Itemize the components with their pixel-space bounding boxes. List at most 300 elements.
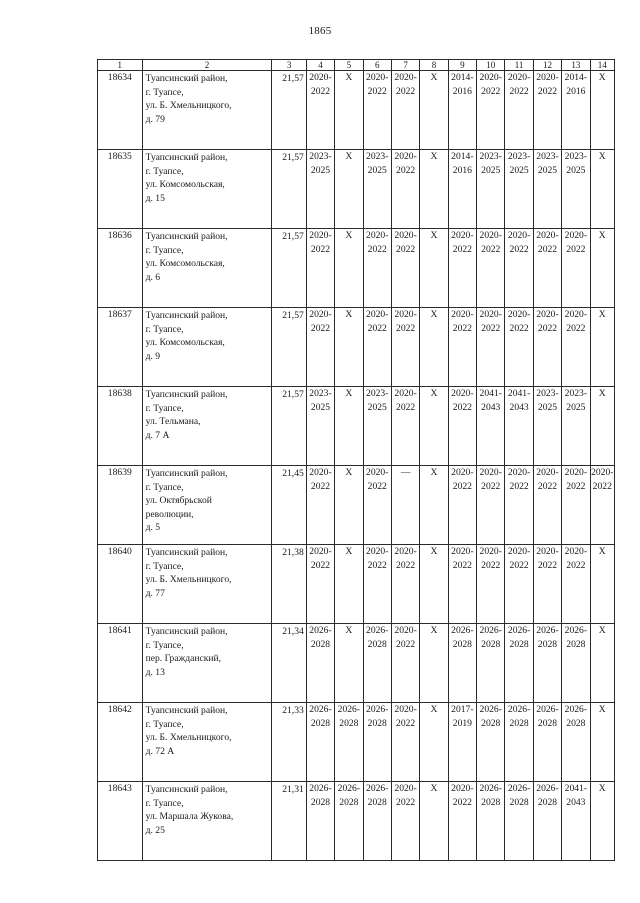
- period-line: 2025: [367, 401, 387, 413]
- period-line: 2020-: [451, 467, 474, 478]
- period-cell-c6: [363, 229, 391, 308]
- period-line: 2023-: [366, 151, 389, 162]
- period-line: 2020-: [564, 546, 588, 557]
- address-line: г. Туапсе,: [145, 797, 184, 809]
- period-line: Х: [430, 230, 438, 241]
- period-line: 2022: [481, 480, 501, 492]
- period-cell-c13: [562, 782, 590, 861]
- period-line: Х: [345, 546, 353, 557]
- period-line: 2023-: [564, 388, 588, 399]
- period-line: 2022: [367, 243, 387, 255]
- period-cell-c7: [391, 229, 419, 308]
- area-cell: 21,38: [272, 545, 306, 624]
- period-line: 2028: [310, 717, 331, 729]
- period-line: 2022: [509, 322, 529, 334]
- period-cell-c11: [505, 624, 533, 703]
- period-cell-c10: [477, 466, 505, 545]
- period-cell-c8: [420, 308, 448, 387]
- period-line: 2025: [481, 164, 501, 176]
- period-cell-c11: [505, 545, 533, 624]
- period-cell-c10: [477, 150, 505, 229]
- period-cell-c10: [477, 545, 505, 624]
- period-cell-c7: [391, 71, 419, 150]
- period-line: 2022: [566, 243, 586, 255]
- period-cell-c4: [306, 782, 334, 861]
- period-line: 2022: [481, 559, 501, 571]
- period-line: 2028: [310, 638, 331, 650]
- period-cell-c14: [590, 545, 614, 624]
- period-line: 2028: [367, 717, 387, 729]
- record-number: 18638: [98, 387, 143, 466]
- period-line: 2022: [367, 480, 387, 492]
- period-line: 2022: [592, 480, 612, 492]
- address-line: Туапсинский район,: [145, 705, 228, 716]
- period-line: 2041-: [479, 388, 502, 399]
- address-line: д. 72 А: [145, 745, 175, 757]
- period-line: 2022: [367, 322, 387, 334]
- period-line: 2028: [509, 717, 529, 729]
- period-line: 2014-: [451, 72, 474, 83]
- period-cell-c14: [590, 624, 614, 703]
- period-line: 2020-: [507, 230, 531, 241]
- period-cell-c9: [448, 466, 476, 545]
- period-line: 2022: [367, 85, 387, 97]
- period-cell-c11: [505, 150, 533, 229]
- period-line: 2022: [481, 322, 501, 334]
- address-line: ул. Октябрьской: [145, 495, 212, 506]
- area-cell: 21,57: [272, 387, 306, 466]
- period-line: Х: [598, 72, 606, 83]
- address-line: Туапсинский район,: [145, 547, 228, 558]
- period-line: 2022: [509, 480, 529, 492]
- period-line: 2043: [481, 401, 501, 413]
- period-line: 2020-: [309, 546, 332, 557]
- address-cell: [142, 782, 272, 861]
- area-cell: 21,34: [272, 624, 306, 703]
- period-cell-c12: [533, 71, 561, 150]
- period-line: Х: [598, 151, 606, 162]
- period-line: 2022: [396, 717, 416, 729]
- period-cell-c4: [306, 229, 334, 308]
- period-cell-c11: [505, 71, 533, 150]
- period-cell-c6: [363, 308, 391, 387]
- period-cell-c14: [590, 150, 614, 229]
- column-number: 11: [505, 60, 533, 71]
- period-line: 2020-: [366, 72, 389, 83]
- record-number: 18639: [98, 466, 143, 545]
- period-cell-c5: [335, 71, 363, 150]
- period-cell-c5: [335, 624, 363, 703]
- period-cell-c6: [363, 545, 391, 624]
- period-line: 2028: [452, 638, 472, 650]
- period-line: 2022: [396, 164, 416, 176]
- period-cell-c9: [448, 545, 476, 624]
- period-cell-c10: [477, 387, 505, 466]
- period-line: 2022: [509, 85, 529, 97]
- period-line: 2020-: [536, 546, 559, 557]
- period-line: 2026-: [451, 625, 474, 636]
- address-cell: [142, 703, 272, 782]
- period-line: 2022: [452, 796, 472, 808]
- period-line: 2020-: [507, 467, 531, 478]
- period-line: 2026-: [536, 783, 559, 794]
- period-line: 2028: [537, 796, 558, 808]
- address-line: Туапсинский район,: [145, 310, 228, 321]
- column-number: 7: [391, 60, 419, 71]
- period-cell-c8: [420, 71, 448, 150]
- address-line: д. 77: [145, 587, 165, 599]
- period-line: 2022: [537, 85, 558, 97]
- period-cell-c11: [505, 703, 533, 782]
- period-line: Х: [345, 467, 353, 478]
- period-cell-c13: [562, 150, 590, 229]
- period-line: 2026-: [366, 704, 389, 715]
- period-line: Х: [430, 546, 438, 557]
- period-cell-c12: [533, 308, 561, 387]
- column-number: 8: [420, 60, 448, 71]
- period-line: 2026-: [507, 704, 531, 715]
- period-line: 2028: [509, 796, 529, 808]
- period-cell-c4: [306, 703, 334, 782]
- period-line: Х: [430, 72, 438, 83]
- period-line: 2023-: [309, 388, 332, 399]
- period-line: 2041-: [564, 783, 588, 794]
- address-line: революции,: [145, 508, 194, 520]
- period-line: 2020-: [394, 546, 417, 557]
- period-cell-c14: [590, 387, 614, 466]
- period-line: 2025: [310, 164, 331, 176]
- period-cell-c4: [306, 624, 334, 703]
- period-line: Х: [430, 625, 438, 636]
- period-cell-c13: [562, 545, 590, 624]
- period-line: 2026-: [337, 783, 361, 794]
- period-line: 2022: [509, 559, 529, 571]
- table-row: [98, 71, 615, 150]
- period-line: 2025: [537, 401, 558, 413]
- period-cell-c7: [391, 150, 419, 229]
- period-line: Х: [345, 388, 353, 399]
- address-line: д. 7 А: [145, 429, 170, 441]
- period-cell-c12: [533, 150, 561, 229]
- period-cell-c10: [477, 782, 505, 861]
- period-line: 2020-: [479, 467, 502, 478]
- period-line: 2020-: [366, 546, 389, 557]
- period-cell-c11: [505, 782, 533, 861]
- column-number: 1: [98, 60, 143, 71]
- period-cell-c9: [448, 71, 476, 150]
- period-line: 2016: [566, 85, 586, 97]
- period-line: 2028: [481, 717, 501, 729]
- period-line: 2028: [339, 717, 359, 729]
- period-line: 2022: [310, 480, 331, 492]
- area-cell: 21,31: [272, 782, 306, 861]
- period-cell-c10: [477, 229, 505, 308]
- period-line: 2017-: [451, 704, 474, 715]
- record-number: 18634: [98, 71, 143, 150]
- period-cell-c14: [590, 703, 614, 782]
- period-line: 2023-: [479, 151, 502, 162]
- column-number: 2: [142, 60, 272, 71]
- period-line: Х: [430, 388, 438, 399]
- period-line: 2020-: [564, 467, 588, 478]
- address-line: ул. Б. Хмельницкого,: [145, 100, 232, 111]
- period-line: Х: [598, 546, 606, 557]
- period-line: Х: [345, 72, 353, 83]
- table-row: [98, 703, 615, 782]
- area-cell: 21,57: [272, 308, 306, 387]
- period-cell-c8: [420, 387, 448, 466]
- period-cell-c4: [306, 308, 334, 387]
- period-line: 2025: [537, 164, 558, 176]
- period-line: Х: [598, 625, 606, 636]
- period-cell-c7: [391, 308, 419, 387]
- period-cell-c6: [363, 703, 391, 782]
- column-number-row: [98, 60, 615, 71]
- address-line: г. Туапсе,: [145, 165, 184, 177]
- period-line: 2026-: [536, 704, 559, 715]
- period-line: 2020-: [564, 309, 588, 320]
- period-cell-c9: [448, 308, 476, 387]
- period-line: 2028: [537, 717, 558, 729]
- period-cell-c13: [562, 703, 590, 782]
- period-line: 2023-: [536, 151, 559, 162]
- address-cell: [142, 545, 272, 624]
- period-line: 2023-: [536, 388, 559, 399]
- record-number: 18642: [98, 703, 143, 782]
- address-line: Туапсинский район,: [145, 152, 228, 163]
- address-line: г. Туапсе,: [145, 560, 184, 572]
- address-cell: [142, 387, 272, 466]
- address-line: д. 15: [145, 192, 165, 204]
- period-cell-c8: [420, 703, 448, 782]
- address-cell: [142, 150, 272, 229]
- period-cell-c7: [391, 624, 419, 703]
- period-cell-c13: [562, 624, 590, 703]
- period-line: 2022: [396, 638, 416, 650]
- period-cell-c5: [335, 782, 363, 861]
- address-line: д. 79: [145, 113, 165, 125]
- period-cell-c5: [335, 387, 363, 466]
- period-cell-c8: [420, 624, 448, 703]
- table-row: [98, 545, 615, 624]
- period-cell-c13: [562, 387, 590, 466]
- period-line: 2022: [537, 243, 558, 255]
- period-cell-c13: [562, 71, 590, 150]
- address-line: Туапсинский район,: [145, 626, 228, 637]
- period-cell-c14: [590, 229, 614, 308]
- address-cell: [142, 308, 272, 387]
- period-cell-c4: [306, 387, 334, 466]
- area-cell: 21,57: [272, 229, 306, 308]
- period-cell-c8: [420, 545, 448, 624]
- period-line: 2026-: [309, 783, 332, 794]
- period-line: 2022: [452, 480, 472, 492]
- period-line: 2028: [509, 638, 529, 650]
- table-body: [98, 60, 615, 861]
- period-line: 2022: [310, 243, 331, 255]
- period-line: 2022: [452, 559, 472, 571]
- register-table: [97, 59, 615, 861]
- table-row: [98, 624, 615, 703]
- period-line: 2016: [452, 164, 472, 176]
- period-line: 2020-: [309, 72, 332, 83]
- period-line: 2043: [566, 796, 586, 808]
- period-line: 2026-: [309, 625, 332, 636]
- period-line: 2020-: [366, 230, 389, 241]
- period-line: 2025: [509, 164, 529, 176]
- period-line: 2022: [396, 322, 416, 334]
- area-cell: 21,33: [272, 703, 306, 782]
- period-line: Х: [598, 704, 606, 715]
- column-number: 3: [272, 60, 306, 71]
- record-number: 18635: [98, 150, 143, 229]
- period-cell-c12: [533, 387, 561, 466]
- period-line: 2016: [452, 85, 472, 97]
- period-line: 2020-: [394, 783, 417, 794]
- period-line: 2023-: [564, 151, 588, 162]
- period-line: 2026-: [564, 704, 588, 715]
- period-cell-c14: [590, 308, 614, 387]
- period-line: 2023-: [309, 151, 332, 162]
- address-line: Туапсинский район,: [145, 231, 228, 242]
- period-cell-c13: [562, 466, 590, 545]
- table-row: [98, 308, 615, 387]
- period-cell-c9: [448, 624, 476, 703]
- period-line: 2025: [310, 401, 331, 413]
- period-line: —: [400, 467, 411, 478]
- period-line: Х: [430, 151, 438, 162]
- period-line: 2020-: [394, 151, 417, 162]
- period-cell-c4: [306, 71, 334, 150]
- period-cell-c10: [477, 703, 505, 782]
- address-line: г. Туапсе,: [145, 402, 184, 414]
- period-cell-c6: [363, 624, 391, 703]
- period-cell-c5: [335, 466, 363, 545]
- address-line: Туапсинский район,: [145, 784, 228, 795]
- record-number: 18641: [98, 624, 143, 703]
- period-line: 2020-: [451, 783, 474, 794]
- period-line: 2026-: [366, 625, 389, 636]
- address-line: ул. Б. Хмельницкого,: [145, 574, 232, 585]
- period-line: 2020-: [394, 388, 417, 399]
- period-line: 2020-: [394, 230, 417, 241]
- address-line: ул. Комсомольская,: [145, 337, 225, 348]
- period-line: Х: [345, 625, 353, 636]
- period-line: 2026-: [366, 783, 389, 794]
- period-cell-c8: [420, 229, 448, 308]
- period-line: 2025: [566, 401, 586, 413]
- period-cell-c10: [477, 71, 505, 150]
- address-cell: [142, 229, 272, 308]
- period-line: 2028: [481, 796, 501, 808]
- record-number: 18643: [98, 782, 143, 861]
- period-line: 2026-: [536, 625, 559, 636]
- address-line: д. 13: [145, 666, 165, 678]
- period-cell-c9: [448, 703, 476, 782]
- period-cell-c7: [391, 782, 419, 861]
- period-line: Х: [598, 309, 606, 320]
- period-cell-c5: [335, 150, 363, 229]
- period-cell-c5: [335, 229, 363, 308]
- period-cell-c6: [363, 782, 391, 861]
- period-line: 2028: [481, 638, 501, 650]
- period-cell-c8: [420, 782, 448, 861]
- period-cell-c12: [533, 545, 561, 624]
- period-line: 2028: [566, 638, 586, 650]
- period-line: Х: [345, 309, 353, 320]
- period-line: 2022: [566, 322, 586, 334]
- period-line: 2020-: [536, 230, 559, 241]
- area-cell: 21,45: [272, 466, 306, 545]
- period-line: 2022: [310, 85, 331, 97]
- period-line: 2026-: [479, 783, 502, 794]
- period-line: 2022: [452, 243, 472, 255]
- period-cell-c14: [590, 782, 614, 861]
- table-row: [98, 782, 615, 861]
- period-line: 2020-: [394, 625, 417, 636]
- address-line: д. 6: [145, 271, 161, 283]
- period-line: 2020-: [366, 309, 389, 320]
- period-line: 2022: [537, 559, 558, 571]
- address-line: Туапсинский район,: [145, 389, 228, 400]
- record-number: 18637: [98, 308, 143, 387]
- period-cell-c5: [335, 545, 363, 624]
- period-cell-c4: [306, 466, 334, 545]
- period-line: 2020-: [309, 230, 332, 241]
- period-line: 2022: [396, 796, 416, 808]
- address-cell: [142, 466, 272, 545]
- period-line: Х: [430, 783, 438, 794]
- period-line: 2020-: [536, 72, 559, 83]
- period-cell-c9: [448, 150, 476, 229]
- period-line: 2020-: [309, 467, 332, 478]
- address-line: ул. Б. Хмельницкого,: [145, 732, 232, 743]
- table-row: [98, 229, 615, 308]
- period-line: 2014-: [564, 72, 588, 83]
- period-line: 2026-: [309, 704, 332, 715]
- period-cell-c7: [391, 387, 419, 466]
- period-line: 2020-: [394, 309, 417, 320]
- address-line: пер. Гражданский,: [145, 653, 222, 664]
- period-cell-c4: [306, 150, 334, 229]
- period-line: Х: [345, 151, 353, 162]
- column-number: 14: [590, 60, 614, 71]
- period-line: 2022: [396, 85, 416, 97]
- period-cell-c12: [533, 624, 561, 703]
- period-cell-c11: [505, 387, 533, 466]
- period-line: 2028: [566, 717, 586, 729]
- period-line: 2020-: [479, 309, 502, 320]
- period-cell-c6: [363, 466, 391, 545]
- period-line: 2022: [509, 243, 529, 255]
- period-line: 2014-: [451, 151, 474, 162]
- address-line: Туапсинский район,: [145, 73, 228, 84]
- period-line: 2026-: [507, 783, 531, 794]
- period-line: 2020-: [564, 230, 588, 241]
- period-cell-c11: [505, 229, 533, 308]
- period-cell-c10: [477, 308, 505, 387]
- column-number: 10: [477, 60, 505, 71]
- period-line: 2022: [537, 322, 558, 334]
- period-line: 2020-: [536, 467, 559, 478]
- period-cell-c10: [477, 624, 505, 703]
- address-line: ул. Комсомольская,: [145, 179, 225, 190]
- column-number: 5: [335, 60, 363, 71]
- period-line: 2020-: [536, 309, 559, 320]
- period-line: Х: [598, 230, 606, 241]
- column-number: 13: [562, 60, 590, 71]
- period-cell-c5: [335, 308, 363, 387]
